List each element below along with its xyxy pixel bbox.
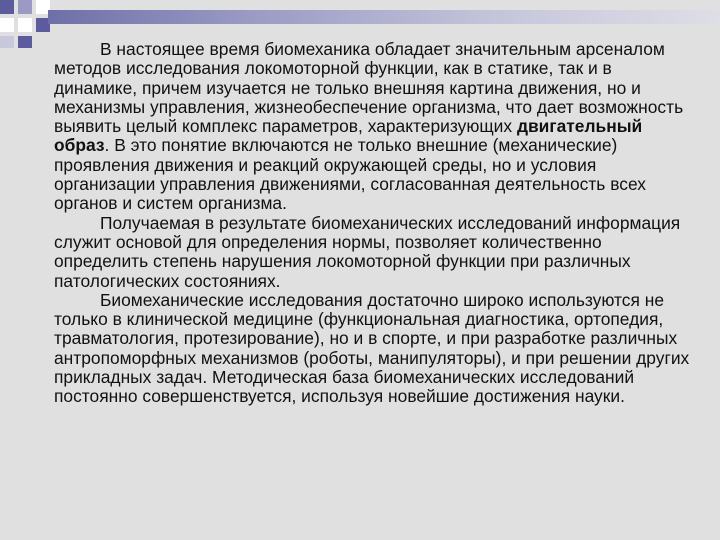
slide-body	[54, 40, 694, 407]
paragraph-2: Получаемая в результате биомеханических исследований информация служит основой для определения нормы, позволяет количественно определить степень нарушения локомоторной функции при различных патологических состояниях.	[54, 212, 681, 291]
paragraph-1-text-end: . В это понятие включаются не только внешние (механические) проявления движения и реакций окружающей среды, но и условия организации управления движениями, согласованная деятельность всех органов и систем организма.	[54, 135, 646, 214]
paragraph-3: Биомеханические исследования достаточно широко используются не только в клинической медицине (функциональная диагностика, ортопедия, травматология, протезирование), но и в спорте, и при разработке различных антропоморфных механизмов (роботы, манипуляторы), и при решении других прикладных задач. Методическая база биомеханических исследований постоянно совершенствуется, используя новейшие достижения науки.	[54, 289, 690, 407]
paragraph-1-text: В настоящее время биомеханика обладает значительным арсеналом методов исследования локомоторной функции, как в статике, так и в динамике, причем изучается не только внешняя картина движения, но и механизмы управления, жизнеобеспечение организма, что дает возможность выявить целый комплекс параметров, характеризующих	[54, 39, 684, 137]
top-decorative-band	[48, 10, 720, 24]
key-term: двигательный образ	[54, 116, 643, 156]
paragraph-1	[54, 40, 694, 214]
